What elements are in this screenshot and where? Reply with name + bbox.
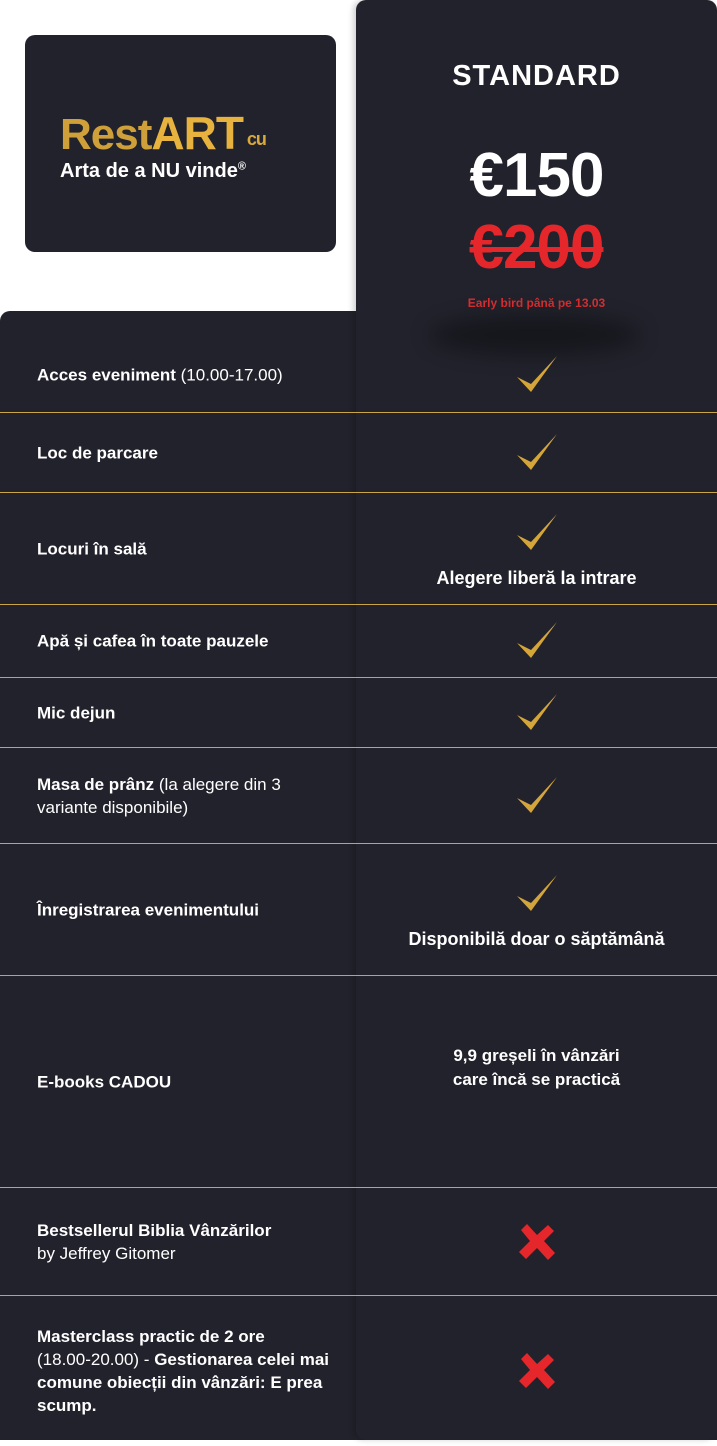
check-icon	[512, 350, 562, 400]
check-icon	[512, 688, 562, 738]
feature-note: Disponibilă doar o săptămână	[408, 928, 665, 949]
plan-name: STANDARD	[452, 60, 621, 92]
logo-title	[60, 106, 320, 160]
feature-row	[0, 413, 717, 493]
feature-value	[356, 1296, 717, 1446]
feature-label: Mic dejun	[37, 703, 116, 722]
feature-label: Loc de parcare	[37, 443, 158, 462]
feature-row	[0, 338, 717, 413]
feature-value	[356, 413, 717, 492]
feature-value	[356, 1188, 717, 1295]
feature-value	[356, 605, 717, 677]
feature-note: Alegere liberă la intrare	[436, 567, 637, 588]
logo-tagline-text: Arta de a NU vinde	[60, 160, 238, 182]
feature-value	[356, 976, 717, 1187]
check-icon	[512, 771, 562, 821]
plan-price: €150	[469, 141, 604, 210]
cross-icon	[515, 1349, 559, 1393]
check-icon	[512, 508, 562, 558]
feature-row	[0, 1296, 717, 1446]
early-bird-note: Early bird până pe 13.03	[467, 296, 606, 310]
feature-row	[0, 976, 717, 1188]
feature-row	[0, 493, 717, 605]
check-icon	[512, 616, 562, 666]
logo-rest: Rest	[60, 110, 152, 159]
feature-label: Acces eveniment (10.00-17.00)	[37, 365, 283, 385]
feature-rows	[0, 338, 717, 1446]
feature-label: Apă și cafea în toate pauzele	[37, 631, 269, 651]
feature-note: 9,9 greșeli în vânzări care încă se practică	[452, 1046, 621, 1089]
plan-old-price: €200	[469, 213, 604, 282]
feature-value	[356, 748, 717, 843]
registered-mark: ®	[237, 160, 246, 173]
feature-value	[356, 844, 717, 975]
feature-row	[0, 748, 717, 844]
cross-icon	[515, 1220, 559, 1264]
check-icon	[512, 869, 562, 919]
feature-row	[0, 678, 717, 748]
logo-tagline	[60, 160, 246, 183]
logo-art: ART	[151, 107, 243, 159]
feature-value	[356, 493, 717, 604]
feature-label: Masa de prânz (la alegere din 3 variante disponibile)	[37, 774, 281, 817]
feature-value	[356, 338, 717, 412]
feature-row	[0, 605, 717, 678]
feature-value	[356, 678, 717, 747]
check-icon	[512, 428, 562, 478]
feature-label: Locuri în sală	[37, 539, 147, 558]
feature-row	[0, 844, 717, 976]
feature-row	[0, 1188, 717, 1296]
logo-cu: cu	[246, 129, 266, 149]
feature-label: E-books CADOU	[37, 1072, 172, 1091]
feature-label: Masterclass practic de 2 ore (18.00-20.00) - Gestionarea celei mai comune obiecții din vânzări: E prea scump.	[37, 1327, 330, 1415]
feature-label: Bestsellerul Biblia Vânzărilor by Jeffrey Gitomer	[37, 1220, 272, 1263]
feature-label: Înregistrarea evenimentului	[37, 900, 260, 919]
